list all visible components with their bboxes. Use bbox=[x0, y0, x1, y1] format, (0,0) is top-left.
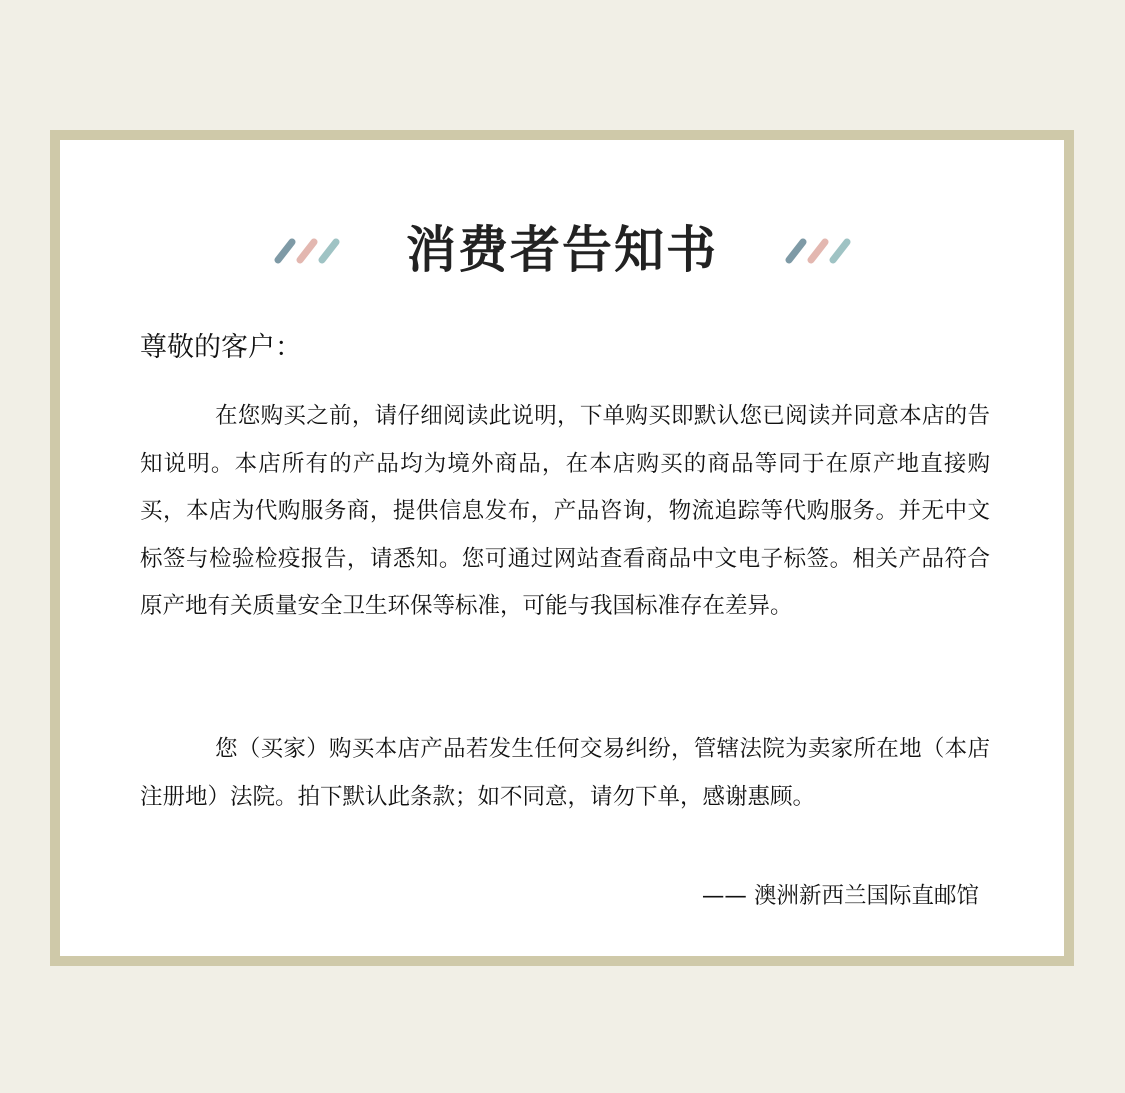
document-title: 消费者告知书 bbox=[406, 221, 718, 279]
title-row bbox=[60, 215, 1064, 285]
notice-frame bbox=[50, 130, 1074, 966]
notice-paragraph-1: 在您购买之前，请仔细阅读此说明，下单购买即默认您已阅读并同意本店的告知说明。本店所有的产品均为境外商品，在本店购买的商品等同于在原产地直接购买，本店为代购服务商，提供信息发布，产品咨询，物流追踪等代购服务。并无中文标签与检验检疫报告，请悉知。您可通过网站查看商品中文电子标签。相关产品符合原产地有关质量安全卫生环保等标准，可能与我国标准存在差异。 bbox=[140, 403, 990, 619]
notice-paper bbox=[60, 140, 1064, 956]
signature: —— 澳洲新西兰国际直邮馆 bbox=[701, 883, 979, 909]
slash-decoration-right-icon bbox=[783, 235, 853, 265]
greeting: 尊敬的客户： bbox=[140, 332, 302, 363]
notice-paragraph-2: 您（买家）购买本店产品若发生任何交易纠纷，管辖法院为卖家所在地（本店注册地）法院。拍下默认此条款；如不同意，请勿下单，感谢惠顾。 bbox=[140, 736, 990, 810]
